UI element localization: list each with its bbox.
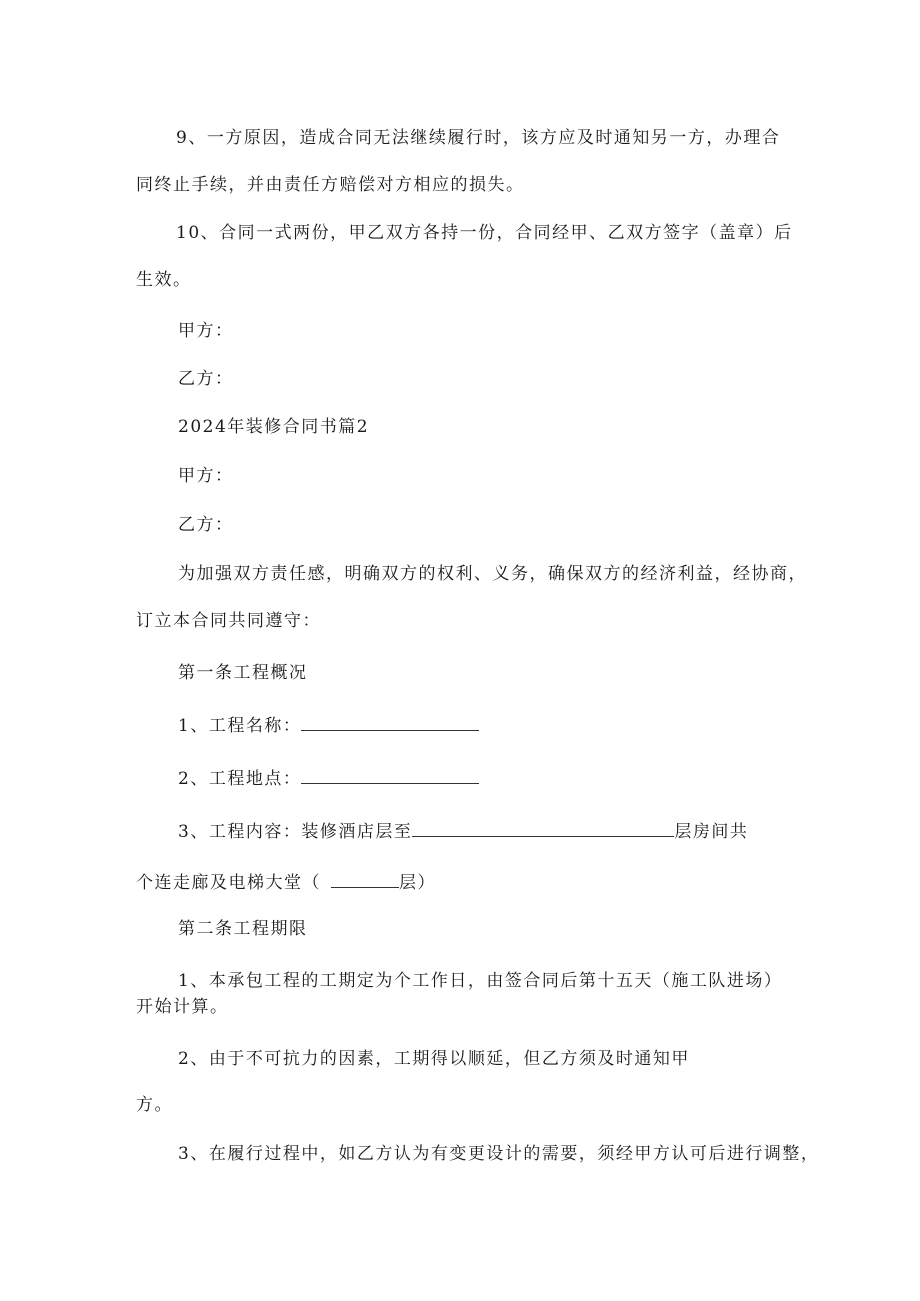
clause-10-line-1: 10、合同一式两份，甲乙双方各持一份，合同经甲、乙双方签字（盖章）后 xyxy=(176,223,793,243)
article-1-title: 第一条工程概况 xyxy=(178,663,308,683)
item-3-line-2 xyxy=(136,871,436,894)
article-2-item-1-line-1: 1、本承包工程的工期定为个工作日，由签合同后第十五天（施工队进场） xyxy=(178,971,783,991)
article-2-item-3-line-1: 3、在履行过程中，如乙方认为有变更设计的需要，须经甲方认可后进行调整， xyxy=(178,1144,820,1164)
project-name-blank xyxy=(301,714,479,731)
item-3-suffix: 层房间共 xyxy=(674,822,749,842)
article-2-item-2-line-2: 方。 xyxy=(136,1095,173,1115)
project-location-blank xyxy=(301,767,479,784)
item-2-project-location xyxy=(178,767,479,790)
preamble-line-2: 订立本合同共同遵守： xyxy=(136,611,321,631)
item-3-label: 3、工程内容：装修酒店层至 xyxy=(178,822,413,842)
item-3-line-2-suffix: 层） xyxy=(399,873,436,893)
item-1-project-name xyxy=(178,714,479,737)
article-2-item-2-line-1: 2、由于不可抗力的因素，工期得以顺延，但乙方须及时通知甲 xyxy=(178,1049,690,1069)
item-2-label: 2、工程地点： xyxy=(178,769,302,789)
article-2-item-1-line-2: 开始计算。 xyxy=(136,997,229,1017)
clause-9-line-1: 9、一方原因，造成合同无法继续履行时，该方应及时通知另一方，办理合 xyxy=(176,128,781,148)
clause-10-line-2: 生效。 xyxy=(136,270,192,290)
floor-range-blank xyxy=(412,820,674,837)
item-3-project-content xyxy=(178,820,748,843)
lobby-floor-blank xyxy=(331,871,399,888)
party-a-label-2: 甲方： xyxy=(178,466,234,486)
preamble-line-1: 为加强双方责任感，明确双方的权利、义务，确保双方的经济利益，经协商， xyxy=(178,564,807,584)
section-title: 2024年装修合同书篇2 xyxy=(178,417,370,437)
party-b-label: 乙方： xyxy=(178,369,234,389)
party-a-label: 甲方： xyxy=(178,321,234,341)
article-2-title: 第二条工程期限 xyxy=(178,919,308,939)
item-1-label: 1、工程名称： xyxy=(178,716,302,736)
clause-9-line-2: 同终止手续，并由责任方赔偿对方相应的损失。 xyxy=(136,175,525,195)
party-b-label-2: 乙方： xyxy=(178,515,234,535)
item-3-line-2-prefix: 个连走廊及电梯大堂（ xyxy=(136,873,321,893)
